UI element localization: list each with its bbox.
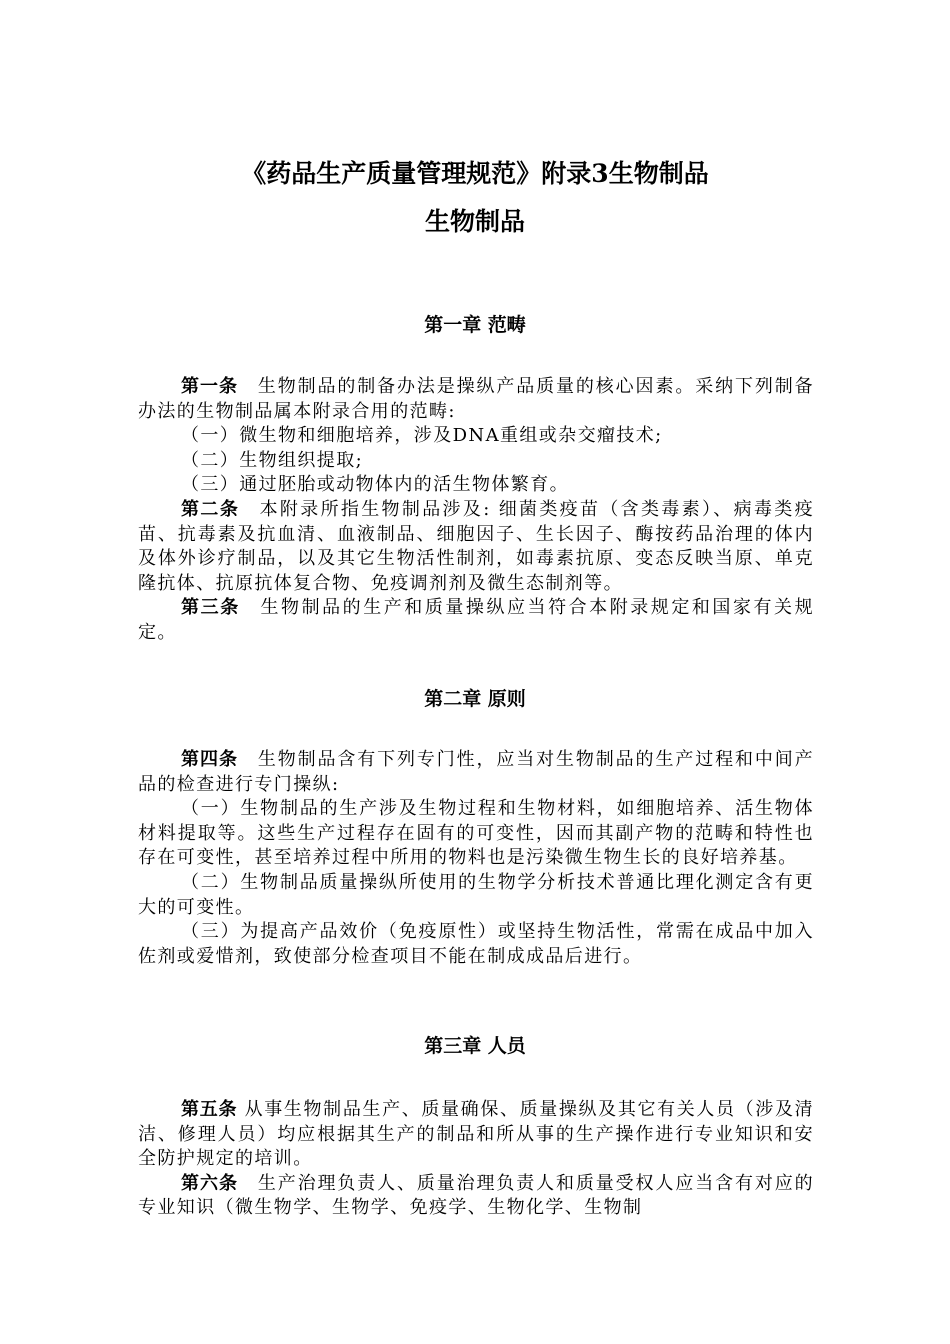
article-4-item-1: （一）生物制品的生产涉及生物过程和生物材料，如细胞培养、活生物体材料提取等。这些生产过程存在固有的可变性，因而其副产物的范畴和特性也存在可变性，甚至培养过程中所用的物料也是污染微生物生长的良好培养基。 bbox=[138, 798, 814, 869]
article-1-item-3: （三）通过胚胎或动物体内的活生物体繁育。 bbox=[181, 474, 569, 496]
article-1-text: 生物制品的制备办法是操纵产品质量的核心因素。采纳下列制备办法的生物制品属本附录合用的范畴: bbox=[138, 376, 814, 422]
article-4-item-3: （三）为提高产品效价（免疫原性）或坚持生物活性，常需在成品中加入佐剂或爱惜剂，致使部分检查项目不能在制成成品后进行。 bbox=[138, 921, 814, 967]
document-title: 《药品生产质量管理规范》附录3生物制品 bbox=[241, 159, 709, 188]
article-1-item-1: （一）微生物和细胞培养，涉及DNA重组或杂交瘤技术; bbox=[181, 425, 663, 447]
article-2-text: 本附录所指生物制品涉及: 细菌类疫苗（含类毒素）、病毒类疫苗、抗毒素及抗血清、血液制品、细胞因子、生长因子、酶按药品治理的体内及体外诊疗制品，以及其它生物活性制剂，如毒素抗原、变态反映当原、单克隆抗体、抗原抗体复合物、免疫调剂剂及微生态制剂等。 bbox=[138, 498, 814, 594]
article-6 bbox=[138, 1172, 814, 1221]
article-4-label: 第四条 bbox=[181, 749, 238, 770]
article-4-item-2: （二）生物制品质量操纵所使用的生物学分析技术普通比理化测定含有更大的可变性。 bbox=[138, 871, 814, 918]
article-3-text: 生物制品的生产和质量操纵应当符合本附录规定和国家有关规定。 bbox=[138, 597, 815, 643]
chapter-2-heading: 第二章 原则 bbox=[424, 688, 526, 710]
article-1-label: 第一条 bbox=[181, 376, 238, 397]
article-6-text: 生产治理负责人、质量治理负责人和质量受权人应当含有对应的专业知识（微生物学、生物学、免疫学、生物化学、生物制 bbox=[138, 1172, 814, 1219]
article-1-item-2: （二）生物组织提取; bbox=[181, 449, 364, 471]
article-2 bbox=[138, 498, 814, 596]
article-1 bbox=[138, 375, 814, 424]
article-2-label: 第二条 bbox=[181, 498, 240, 520]
chapter-3-heading: 第三章 人员 bbox=[424, 1035, 526, 1057]
chapter-2-body bbox=[138, 748, 814, 969]
article-5-text: 从事生物制品生产、质量确保、质量操纵及其它有关人员（涉及清洁、修理人员）均应根据其生产的制品和所从事的生产操作进行专业知识和安全防护规定的培训。 bbox=[138, 1099, 815, 1170]
chapter-3-body bbox=[138, 1098, 814, 1221]
article-5 bbox=[138, 1098, 814, 1172]
article-4-text: 生物制品含有下列专门性，应当对生物制品的生产过程和中间产品的检查进行专门操纵: bbox=[138, 749, 814, 795]
article-3 bbox=[138, 596, 814, 645]
article-4 bbox=[138, 748, 814, 797]
chapter-1-heading: 第一章 范畴 bbox=[424, 314, 526, 336]
article-6-label: 第六条 bbox=[181, 1172, 238, 1194]
chapter-1-body bbox=[138, 375, 814, 646]
article-3-label: 第三条 bbox=[181, 597, 240, 619]
document-subtitle: 生物制品 bbox=[424, 207, 525, 236]
article-5-label: 第五条 bbox=[181, 1099, 238, 1120]
